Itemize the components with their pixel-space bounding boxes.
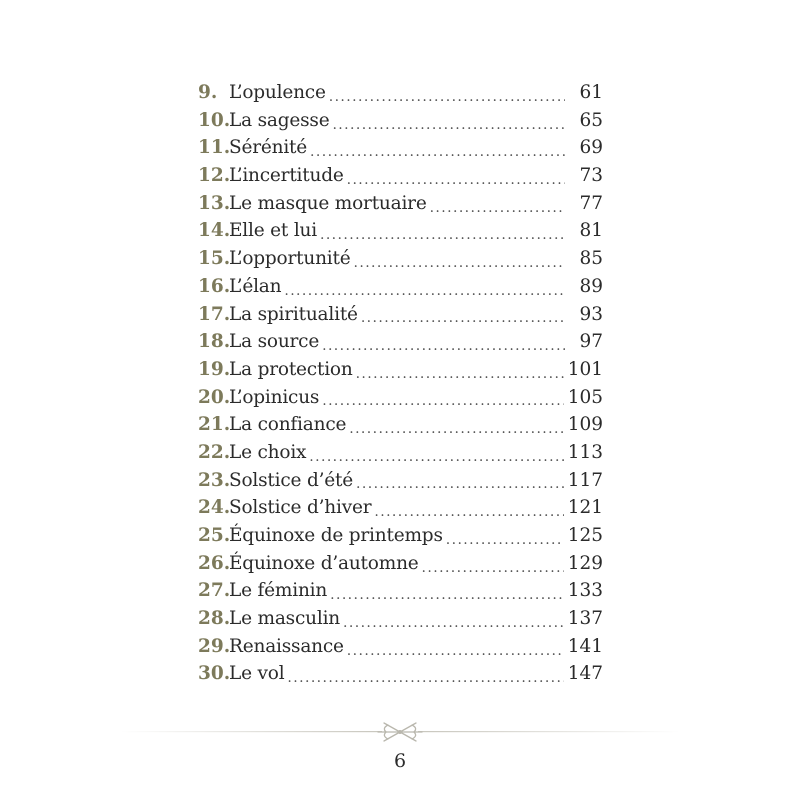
dot-leader (354, 256, 566, 270)
toc-entry-number: 17. (198, 303, 231, 325)
toc-entry[interactable] (198, 439, 603, 467)
toc-entry[interactable] (198, 134, 603, 162)
toc-entry-number: 19. (198, 358, 231, 380)
dot-leader (330, 588, 564, 602)
dot-leader (374, 505, 563, 519)
toc-entry[interactable] (198, 273, 603, 301)
toc-entry-title: Solstice d’été (229, 469, 354, 491)
dot-leader (309, 450, 563, 464)
toc-entry[interactable] (198, 107, 603, 135)
toc-entry-page: 73 (579, 165, 603, 187)
dot-leader (322, 394, 563, 408)
toc-entry-page: 97 (579, 331, 603, 353)
toc-entry[interactable] (198, 494, 603, 522)
dot-leader (320, 228, 565, 242)
toc-entry[interactable] (198, 301, 603, 329)
toc-entry-page: 61 (579, 82, 603, 103)
toc-entry-title: L’opulence (229, 82, 326, 103)
toc-entry[interactable] (198, 356, 603, 384)
toc-entry[interactable] (198, 633, 603, 661)
toc-entry-page: 141 (567, 635, 603, 657)
toc-entry-number: 22. (198, 441, 231, 463)
toc-entry-title: Le masculin (229, 608, 341, 630)
toc-entry-page: 113 (567, 441, 603, 463)
dot-leader (284, 284, 565, 298)
toc-entry-page: 89 (579, 275, 603, 297)
dot-leader (343, 616, 564, 630)
toc-entry-title: Elle et lui (229, 220, 317, 242)
fleuron-divider-icon (120, 719, 680, 745)
toc-entry[interactable] (198, 217, 603, 245)
toc-entry-title: Solstice d’hiver (229, 497, 372, 519)
toc-entry-page: 101 (567, 358, 603, 380)
toc-entry-number: 28. (198, 608, 231, 630)
toc-entry-title: La source (229, 331, 320, 353)
toc-entry-number: 20. (198, 386, 231, 408)
toc-entry-page: 81 (579, 220, 603, 242)
toc-entry-title: Équinoxe d’automne (229, 552, 419, 574)
toc-entry-title: L’incertitude (229, 165, 344, 187)
toc-entry-page: 129 (567, 552, 603, 574)
toc-entry[interactable] (198, 550, 603, 578)
toc-entry-number: 27. (198, 580, 231, 602)
toc-entry-number: 25. (198, 525, 231, 546)
toc-entry-number: 10. (198, 109, 231, 131)
toc-entry[interactable] (198, 384, 603, 412)
toc-entry-page: 85 (579, 248, 603, 270)
toc-entry-number: 16. (198, 275, 231, 297)
table-of-contents (198, 79, 603, 688)
dot-leader (287, 671, 563, 685)
toc-entry-title: Équinoxe de printemps (229, 525, 443, 546)
dot-leader (310, 145, 565, 159)
toc-entry-title: L’élan (229, 275, 282, 297)
toc-entry[interactable] (198, 162, 603, 190)
toc-entry-title: La sagesse (229, 109, 330, 131)
toc-entry-page: 105 (567, 386, 603, 408)
toc-entry-page: 147 (567, 663, 603, 685)
toc-entry[interactable] (198, 190, 603, 218)
dot-leader (422, 561, 564, 575)
toc-entry-page: 93 (579, 303, 603, 325)
toc-entry-page: 109 (567, 414, 603, 436)
toc-entry-title: Le féminin (229, 580, 328, 602)
page-number: 6 (393, 750, 407, 772)
toc-entry-number: 15. (198, 248, 231, 270)
toc-entry-number: 21. (198, 414, 231, 436)
toc-entry[interactable] (198, 605, 603, 633)
toc-entry-page: 65 (579, 109, 603, 131)
toc-entry-title: L’opinicus (229, 386, 320, 408)
toc-entry-page: 117 (567, 469, 603, 491)
toc-entry[interactable] (198, 660, 603, 688)
toc-entry-number: 30. (198, 663, 231, 685)
dot-leader (430, 201, 565, 215)
toc-entry-title: La protection (229, 358, 353, 380)
toc-entry-number: 26. (198, 552, 231, 574)
toc-entry[interactable] (198, 328, 603, 356)
dot-leader (349, 422, 563, 436)
toc-entry-title: Le choix (229, 441, 307, 463)
toc-entry-page: 77 (579, 192, 603, 214)
dot-leader (347, 173, 565, 187)
dot-leader (361, 311, 565, 325)
toc-entry-page: 137 (567, 608, 603, 630)
dot-leader (356, 367, 564, 381)
dot-leader (347, 644, 564, 658)
dot-leader (332, 118, 565, 132)
toc-entry-number: 11. (198, 137, 231, 159)
toc-entry[interactable] (198, 245, 603, 273)
toc-entry-number: 24. (198, 497, 231, 519)
toc-entry-title: Sérénité (229, 137, 308, 159)
dot-leader (356, 477, 564, 491)
toc-entry-page: 133 (567, 580, 603, 602)
toc-entry-title: L’opportunité (229, 248, 351, 270)
toc-entry-number: 14. (198, 220, 231, 242)
toc-entry-title: Renaissance (229, 635, 344, 657)
toc-entry-number: 29. (198, 635, 231, 657)
toc-entry-title: La spiritualité (229, 303, 358, 325)
toc-entry-page: 69 (579, 137, 603, 159)
dot-leader (322, 339, 565, 353)
toc-entry-title: Le vol (229, 663, 285, 685)
toc-entry-title: Le masque mortuaire (229, 192, 427, 214)
toc-entry[interactable] (198, 577, 603, 605)
toc-entry[interactable] (198, 522, 603, 550)
toc-entry-page: 121 (567, 497, 603, 519)
toc-entry-number: 18. (198, 331, 231, 353)
toc-entry[interactable] (198, 467, 603, 495)
toc-entry-number: 12. (198, 165, 231, 187)
toc-entry-title: La confiance (229, 414, 347, 436)
toc-entry-number: 13. (198, 192, 231, 214)
toc-entry-page: 125 (567, 525, 603, 546)
toc-entry-number: 23. (198, 469, 231, 491)
dot-leader (329, 90, 565, 104)
toc-entry[interactable] (198, 79, 603, 107)
toc-entry[interactable] (198, 411, 603, 439)
toc-entry-number: 9. (198, 82, 218, 103)
dot-leader (446, 533, 564, 547)
